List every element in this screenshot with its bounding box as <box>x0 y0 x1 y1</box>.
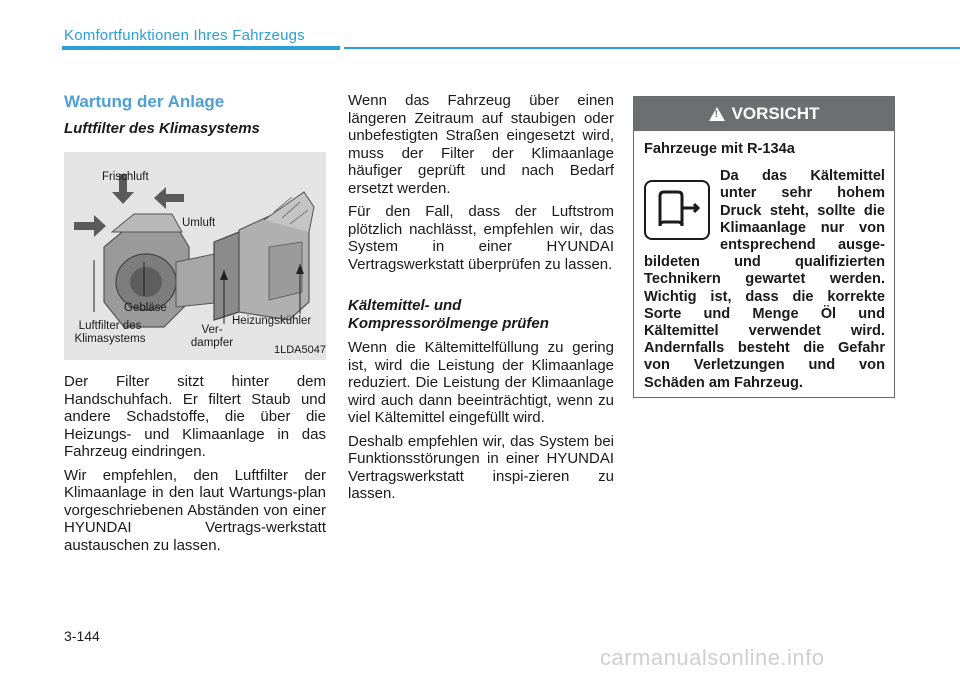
caution-title: VORSICHT <box>731 104 820 123</box>
paragraph-refrigerant-level: Wenn die Kältemittelfüllung zu gering ist, wird die Leistung der Klimaanlage reduziert. Die Leistung der Klimaanlage wird auch dann beeinträchtigt, wenn zu viel Kältemittel eingefüllt wird. <box>348 339 614 426</box>
label-verdampfer-line1: Ver- <box>201 324 223 336</box>
caution-text: Da das Kältemittel unter sehr hohem Druck steht, sollte die Klimaanlage nur von entsprechend ausge-bildeten und qualifizierten Technikern gewartet werden. Wichtig ist, dass die korrekte Sorte und Menge Öl und Kältemittel verwendet wird. Andernfalls besteht die Gefahr von Verletzungen und von Schäden am Fahrzeug. <box>644 168 885 391</box>
subhead-kaeltemittel <box>348 297 614 333</box>
warning-triangle-icon <box>709 107 725 121</box>
caution-header <box>634 97 894 131</box>
paragraph-dusty-roads: Wenn das Fahrzeug über einen längeren Zeitraum auf staubigen oder unbefestigten Straßen eingesetzt wird, muss der Filter der Klimaanlage häufiger geprüft und nach Bedarf ersetzt werden. <box>348 92 614 197</box>
label-geblaese: Gebläse <box>124 302 167 314</box>
caution-box <box>633 96 895 398</box>
left-column <box>64 92 326 560</box>
label-verdampfer-line2: dampfer <box>190 337 234 349</box>
label-luftfilter-line2: Klimasystems <box>74 333 146 345</box>
label-luftfilter <box>70 320 150 346</box>
arrow-umluft <box>154 187 184 209</box>
watermark: carmanualsonline.info <box>600 645 825 670</box>
middle-column <box>348 92 614 509</box>
paragraph-inspection: Deshalb empfehlen wir, das System bei Funktionsstörungen in einer HYUNDAI Vertragswerkstatt inspi-zieren zu lassen. <box>348 432 614 502</box>
label-frischluft: Frischluft <box>102 171 149 183</box>
hvac-diagram <box>64 152 326 360</box>
paragraph-filter-position: Der Filter sitzt hinter dem Handschuhfach. Er filtert Staub und andere Schadstoffe, die über die Heizungs- und Klimaanlage in das Fahrzeug eindringen. <box>64 373 326 460</box>
label-umluft: Umluft <box>182 217 216 229</box>
paragraph-filter-recommendation: Wir empfehlen, den Luftfilter der Klimaanlage in den laut Wartungs-plan vorgeschriebenen Abständen von einer HYUNDAI Vertrags-werkstatt austauschen zu lassen. <box>64 466 326 554</box>
page-number: 3-144 <box>64 628 100 644</box>
caution-body <box>634 131 894 392</box>
label-heizungskuehler: Heizungskühler <box>232 315 312 327</box>
subhead-luftfilter: Luftfilter des Klimasystems <box>64 120 260 137</box>
header-rule-thin <box>344 47 960 49</box>
subhead-kaeltemittel-line1: Kältemittel- und <box>348 297 462 314</box>
figure-code: 1LDA5047 <box>274 344 326 356</box>
arrow-frischluft-left <box>74 215 106 237</box>
section-title: Wartung der Anlage <box>64 92 225 111</box>
header-rule-thick <box>62 46 340 50</box>
paragraph-airflow: Für den Fall, dass der Luftstrom plötzlich nachlässt, empfehlen wir, das System in einer HYUNDAI Vertragswerkstatt überprüfen zu lassen. <box>348 203 614 273</box>
label-verdampfer <box>186 324 238 350</box>
running-header: Komfortfunktionen Ihres Fahrzeugs <box>64 27 305 44</box>
subhead-kaeltemittel-line2: Kompressorölmenge prüfen <box>348 315 549 332</box>
label-luftfilter-line1: Luftfilter des <box>78 320 142 332</box>
service-manual-icon <box>644 180 710 240</box>
caution-subtitle: Fahrzeuge mit R-134a <box>644 141 795 157</box>
